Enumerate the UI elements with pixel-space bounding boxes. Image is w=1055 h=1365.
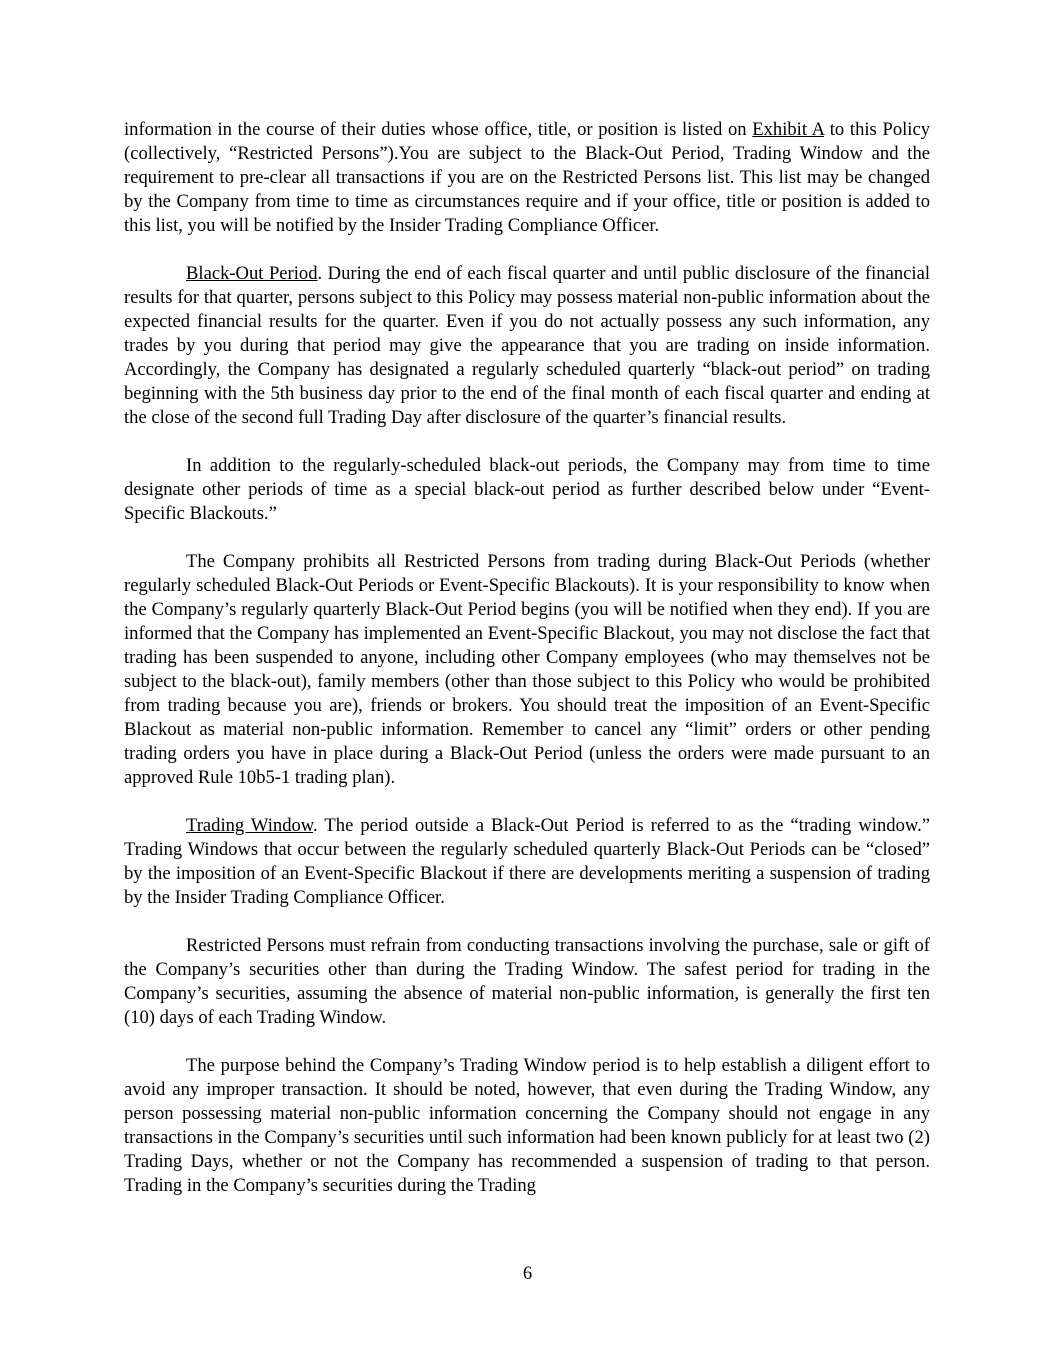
paragraph-special-black-out xyxy=(124,454,930,526)
page-number: 6 xyxy=(522,1263,533,1284)
paragraph-trading-window xyxy=(124,814,930,910)
paragraph-text: The Company prohibits all Restricted Persons from trading during Black-Out Periods (whether regularly scheduled Black-Out Periods or Event-Specific Blackouts). It is your responsibility to know when the Company’s regularly quarterly Black-Out Period begins (you will be notified when they end). If you are informed that the Company has implemented an Event-Specific Blackout, you may not disclose the fact that trading has been suspended to anyone, including other Company employees (who may themselves not be subject to the black-out), family members (other than those subject to this Policy who would be prohibited from trading because you are), friends or brokers. You should treat the imposition of an Event-Specific Blackout as material non-public information. Remember to cancel any “limit” orders or other pending trading orders you have in place during a Black-Out Period (unless the orders were made pursuant to an approved Rule 10b5-1 trading plan). xyxy=(124,551,930,788)
paragraph-text: information in the course of their duties whose office, title, or position is listed on xyxy=(124,119,753,140)
paragraph-prohibition xyxy=(124,550,930,790)
paragraph-black-out-period xyxy=(124,262,930,430)
paragraph-text: . The period outside a Black-Out Period is referred to as the “trading window.” Trading Windows that occur between the regularly scheduled quarterly Black-Out Periods can be “closed” by the imposition of an Event-Specific Blackout if there are developments meriting a suspension of trading by the Insider Trading Compliance Officer. xyxy=(124,815,931,908)
exhibit-a-reference: Exhibit A xyxy=(752,119,825,140)
section-heading-trading-window: Trading Window xyxy=(186,815,314,836)
paragraph-refrain xyxy=(124,934,930,1030)
paragraph-text: to this Policy (collectively, “Restricted Persons”).You are subject to the Black-Out Period, Trading Window and the requirement to pre-clear all transactions if you are on the Restricted Persons list. This list may be changed by the Company from time to time as circumstances require and if your office, title or position is added to this list, you will be notified by the Insider Trading Compliance Officer. xyxy=(124,119,930,236)
paragraph-text: Restricted Persons must refrain from conducting transactions involving the purchase, sale or gift of the Company’s securities other than during the Trading Window. The safest period for trading in the Company’s securities, assuming the absence of material non-public information, is generally the first ten (10) days of each Trading Window. xyxy=(124,935,930,1028)
paragraph-purpose xyxy=(124,1054,930,1198)
paragraph-restricted-persons xyxy=(124,118,930,238)
paragraph-text: . During the end of each fiscal quarter and until public disclosure of the financial results for that quarter, persons subject to this Policy may possess material non-public information about the expected financial results for the quarter. Even if you do not actually possess any such information, any trades by you during that period may give the appearance that you are trading on inside information. Accordingly, the Company has designated a regularly scheduled quarterly “black-out period” on trading beginning with the 5th business day prior to the end of the final month of each fiscal quarter and ending at the close of the second full Trading Day after disclosure of the quarter’s financial results. xyxy=(124,263,930,428)
document-page xyxy=(124,118,930,1222)
paragraph-text: The purpose behind the Company’s Trading Window period is to help establish a diligent effort to avoid any improper transaction. It should be noted, however, that even during the Trading Window, any person possessing material non-public information concerning the Company should not engage in any transactions in the Company’s securities until such information had been known publicly for at least two (2) Trading Days, whether or not the Company has recommended a suspension of trading to that person. Trading in the Company’s securities during the Trading xyxy=(124,1055,930,1196)
paragraph-text: In addition to the regularly-scheduled black-out periods, the Company may from time to time designate other periods of time as a special black-out period as further described below under “Event-Specific Blackouts.” xyxy=(124,455,930,524)
section-heading-black-out-period: Black-Out Period xyxy=(186,263,318,284)
